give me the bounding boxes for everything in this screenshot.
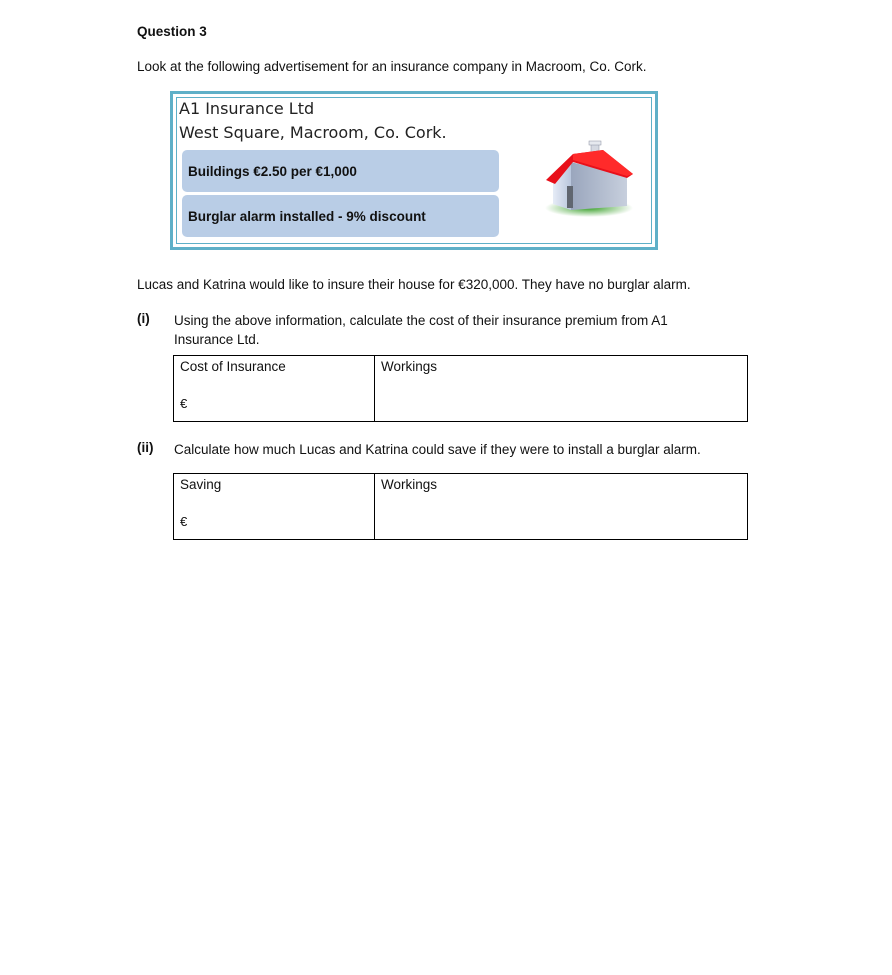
cost-answer-table <box>173 355 748 422</box>
part-i-text-line1: Using the above information, calculate the cost of their insurance premium from A1 <box>174 313 668 328</box>
euro-symbol: € <box>180 396 188 411</box>
part-ii-label: (ii) <box>137 440 154 455</box>
scenario-text: Lucas and Katrina would like to insure their house for €320,000. They have no burglar alarm. <box>137 277 691 292</box>
cost-of-insurance-header: Cost of Insurance <box>180 359 286 374</box>
company-name: A1 Insurance Ltd <box>179 99 315 118</box>
workings-header: Workings <box>381 477 438 492</box>
buildings-rate <box>182 150 499 192</box>
question-intro: Look at the following advertisement for an insurance company in Macroom, Co. Cork. <box>137 59 647 74</box>
saving-header: Saving <box>180 477 222 492</box>
alarm-discount <box>182 195 499 237</box>
part-ii-text: Calculate how much Lucas and Katrina could save if they were to install a burglar alarm. <box>174 442 701 457</box>
house-icon <box>543 140 635 220</box>
saving-answer-table <box>173 473 748 540</box>
part-i-label: (i) <box>137 311 150 326</box>
alarm-discount-label: Burglar alarm installed - 9% discount <box>188 208 426 224</box>
euro-symbol: € <box>180 514 188 529</box>
part-i-text <box>174 311 668 349</box>
question-title: Question 3 <box>137 24 207 39</box>
part-i-text-line2: Insurance Ltd. <box>174 332 260 347</box>
buildings-rate-label: Buildings €2.50 per €1,000 <box>188 163 357 179</box>
company-address: West Square, Macroom, Co. Cork. <box>179 123 447 142</box>
workings-header: Workings <box>381 359 438 374</box>
